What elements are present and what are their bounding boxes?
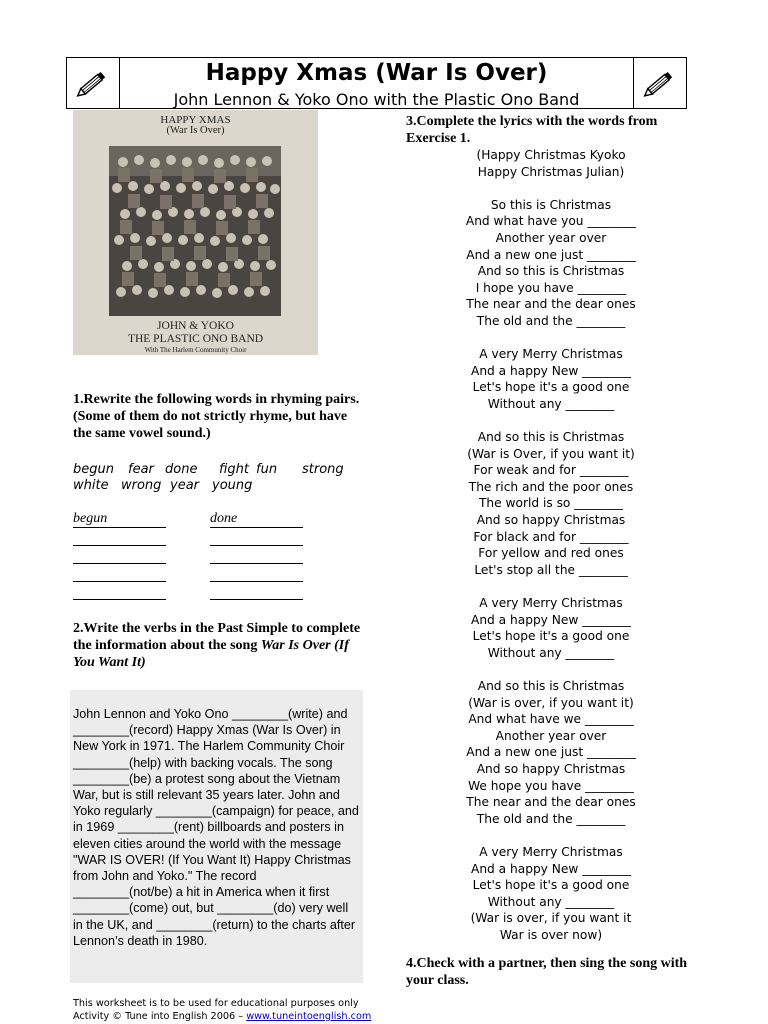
- pencil-icon: [634, 58, 686, 108]
- lyric-line: (War is over, if you want it: [470, 911, 632, 926]
- song-info-passage: John Lennon and Yoko Ono ________(write) and ________(record) Happy Xmas (War Is Over) in New York in 1971. The Harlem Community Choir ________(help) with backing vocals. The song ________(be) a protest song about the Vietnam War, but is still relevant 35 years later. John and Yoko regularly ________(campaign) for peace, and in 1969 ________(rent) billboards and posters in eleven cities around the world with the message "WAR IS OVER! (If You Want It) Happy Christmas from John and Yoko." The record ________(not/be) a hit in America when it first ________(come) out, but ________(do) very well in the UK, and ________(return) to the charts after Lennon’s death in 1980.: [70, 690, 363, 983]
- left-icon-cell: [67, 58, 120, 108]
- cover-artist-line2: THE PLASTIC ONO BAND: [127, 333, 264, 345]
- word-fun: fun: [256, 462, 278, 477]
- answer-line[interactable]: [210, 545, 303, 546]
- lyric-line: We hope you have ________: [468, 778, 634, 793]
- lyric-line: And so this is Christmas: [477, 264, 625, 279]
- lyric-line: The rich and the poor ones: [468, 479, 634, 494]
- lyric-line: And a new one just ________: [466, 745, 636, 760]
- stanza-gap: [434, 180, 668, 197]
- stanza-gap: [434, 330, 668, 347]
- lyric-line: So this is Christmas: [490, 197, 612, 212]
- lyric-line: A very Merry Christmas: [479, 596, 623, 611]
- cover-title-line1: HAPPY XMAS: [160, 114, 231, 126]
- lyric-line: I hope you have ________: [475, 280, 627, 295]
- right-icon-cell: [633, 58, 686, 108]
- lyric-line: A very Merry Christmas: [479, 844, 623, 859]
- answer-line[interactable]: [73, 581, 166, 582]
- answer-line[interactable]: [73, 545, 166, 546]
- lyric-line: (War is over, if you want it): [468, 695, 634, 710]
- exercise3-heading: 3.Complete the lyrics with the words from Exercise 1.: [406, 114, 658, 146]
- lyric-line: And what have we ________: [468, 712, 634, 727]
- stanza-gap: [434, 413, 668, 430]
- example-right-word: done: [210, 511, 238, 526]
- answer-line[interactable]: [210, 563, 303, 564]
- lyric-line: Another year over: [495, 728, 607, 743]
- lyric-line: The old and the ________: [476, 811, 626, 826]
- cover-artist-line1: JOHN & YOKO: [157, 320, 234, 332]
- footer-copyright: [73, 1010, 371, 1023]
- lyric-line: (War is Over, if you want it): [467, 446, 635, 461]
- word-white: white: [73, 478, 109, 493]
- lyric-line: And so this is Christmas: [477, 679, 625, 693]
- lyric-line: Another year over: [495, 230, 607, 245]
- lyric-line: Without any ________: [487, 645, 615, 660]
- answer-line[interactable]: [73, 599, 166, 600]
- lyric-line: The old and the ________: [476, 313, 626, 328]
- lyric-line: Let's hope it's a good one: [472, 629, 630, 644]
- lyric-line: And a happy New ________: [471, 861, 631, 876]
- answer-line[interactable]: [210, 599, 303, 600]
- lyric-line: And a happy New ________: [471, 612, 631, 627]
- lyric-line: For black and for ________: [473, 529, 629, 544]
- lyric-line: Let's stop all the ________: [474, 562, 628, 577]
- album-cover: [73, 110, 318, 355]
- footer: [73, 997, 371, 1023]
- lyric-line: Let's hope it's a good one: [472, 878, 630, 893]
- cover-artist-line3: With The Harlem Community Choir: [144, 346, 247, 354]
- exercise2-heading-text: 2.Write the verbs in the Past Simple to complete the information about the song: [73, 621, 361, 653]
- pencil-icon: [67, 58, 119, 108]
- answer-line[interactable]: [73, 563, 166, 564]
- lyric-line: And a new one just ________: [466, 247, 636, 262]
- choir-photo: [73, 110, 318, 355]
- answer-line[interactable]: [210, 527, 303, 528]
- example-left-word: begun: [73, 511, 108, 526]
- lyric-line: (Happy Christmas Kyoko: [476, 148, 626, 162]
- lyric-line: Without any ________: [487, 894, 615, 909]
- word-year: year: [170, 478, 200, 493]
- lyric-line: Happy Christmas Julian): [477, 164, 625, 179]
- exercise1-heading: 1.Rewrite the following words in rhyming pairs. (Some of them do not strictly rhyme, but have the same vowel sound.): [73, 392, 360, 441]
- exercise4-heading: 4.Check with a partner, then sing the song with your class.: [406, 956, 688, 988]
- word-done: done: [165, 462, 198, 477]
- lyric-line: The world is so ________: [478, 496, 623, 511]
- lyric-line: And so happy Christmas: [476, 761, 626, 776]
- stanza-gap: [434, 661, 668, 678]
- answer-line[interactable]: [73, 527, 166, 528]
- page-title: Happy Xmas (War Is Over): [205, 60, 548, 86]
- footer-disclaimer: This worksheet is to be used for educational purposes only: [73, 998, 359, 1009]
- exercise2-heading: [73, 620, 365, 671]
- website-link[interactable]: www.tuneintoenglish.com: [246, 1011, 372, 1022]
- word-wrong: wrong: [121, 478, 162, 493]
- lyric-line: For weak and for ________: [473, 463, 629, 478]
- song-lyrics: [434, 147, 668, 944]
- lyric-line: The near and the dear ones: [466, 795, 636, 810]
- lyric-line: A very Merry Christmas: [479, 347, 623, 362]
- word-fear: fear: [128, 462, 154, 477]
- worksheet-header: [66, 57, 687, 109]
- footer-copyright-text: Activity © Tune into English 2006 –: [73, 1011, 247, 1022]
- answer-line[interactable]: [210, 581, 303, 582]
- lyric-line: The near and the dear ones: [466, 297, 636, 312]
- word-young: young: [212, 478, 253, 493]
- word-fight: fight: [219, 462, 249, 477]
- stanza-gap: [434, 578, 668, 595]
- word-strong: strong: [302, 462, 344, 477]
- lyric-line: War is over now): [499, 927, 603, 942]
- lyric-line: And so happy Christmas: [476, 513, 626, 528]
- lyric-line: Without any ________: [487, 396, 615, 411]
- lyric-line: Let's hope it's a good one: [472, 380, 630, 395]
- lyric-line: And a happy New ________: [471, 363, 631, 378]
- word-begun: begun: [73, 462, 114, 477]
- page-subtitle: John Lennon & Yoko Ono with the Plastic Ono Band: [173, 90, 580, 109]
- lyric-line: And what have you ________: [465, 214, 637, 229]
- cover-title-line2: (War Is Over): [166, 125, 225, 136]
- stanza-gap: [434, 827, 668, 844]
- lyric-line: And so this is Christmas: [477, 430, 625, 445]
- lyric-line: For yellow and red ones: [478, 546, 624, 561]
- exercise2-song-title: War Is Over (If You Want It): [73, 638, 349, 670]
